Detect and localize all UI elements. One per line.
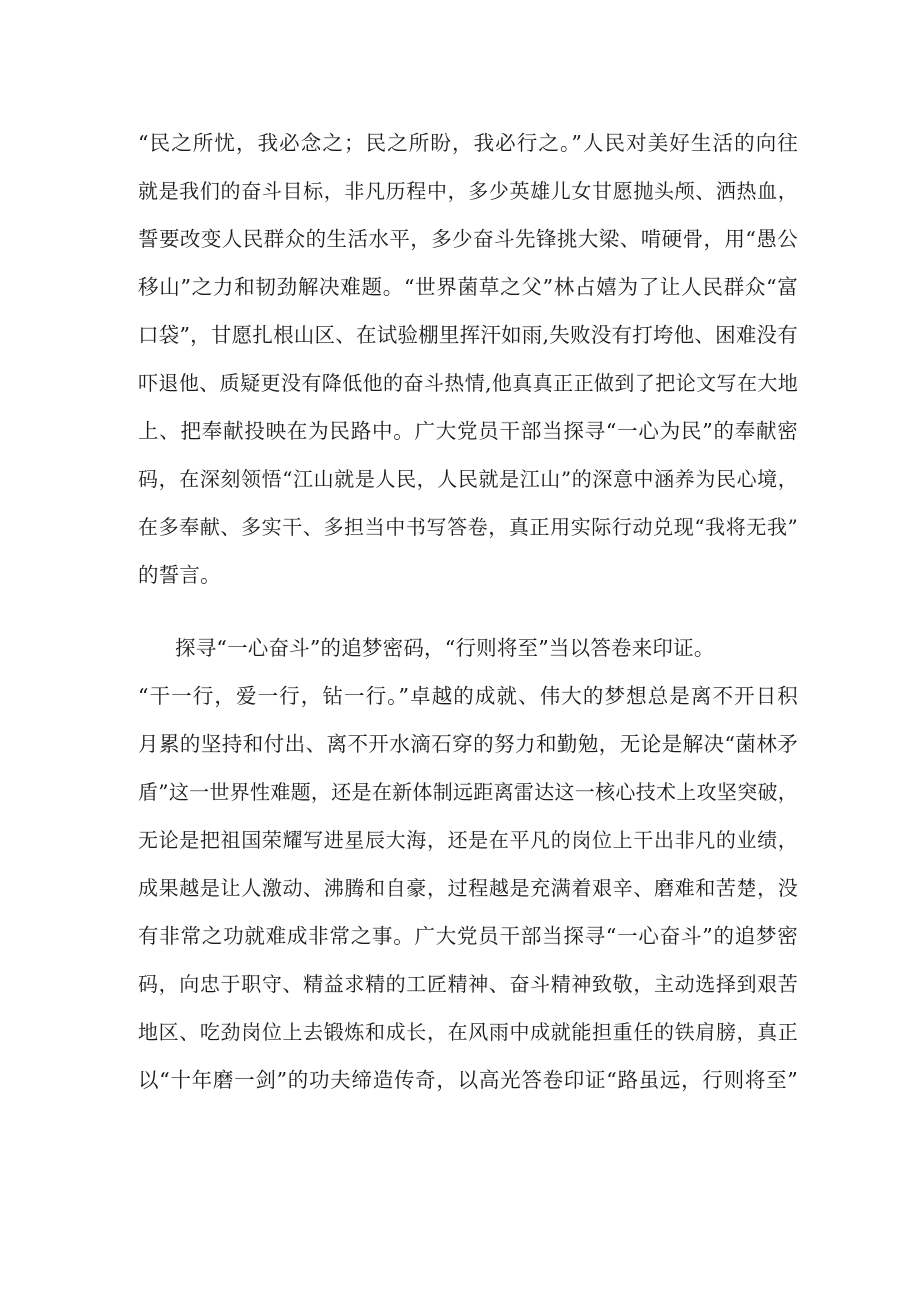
paragraph-2-line-2: “干一行，爱一行，钻一行。”卓越的成就、伟大的梦想总是离不开日积 bbox=[138, 684, 798, 708]
paragraph-1-line-8: 码，在深刻领悟“江山就是人民，人民就是江山”的深意中涵养为民心境， bbox=[138, 467, 798, 491]
paragraph-2-line-3: 月累的坚持和付出、离不开水滴石穿的努力和勤勉，无论是解决“菌林矛 bbox=[138, 732, 798, 756]
paragraph-2-line-6: 成果越是让人激动、沸腾和自豪，过程越是充满着艰辛、磨难和苦楚，没 bbox=[138, 876, 798, 900]
paragraph-1-line-2: 就是我们的奋斗目标，非凡历程中，多少英雄儿女甘愿抛头颅、洒热血， bbox=[138, 179, 798, 203]
paragraph-1-line-6: 吓退他、质疑更没有降低他的奋斗热情,他真真正正做到了把论文写在大地 bbox=[138, 371, 798, 395]
paragraph-1-line-1: “民之所忧，我必念之；民之所盼，我必行之。”人民对美好生活的向往 bbox=[138, 131, 798, 155]
paragraph-2-line-1: 探寻“一心奋斗”的追梦密码，“行则将至”当以答卷来印证。 bbox=[175, 636, 715, 660]
paragraph-1-line-4: 移山”之力和韧劲解决难题。“世界菌草之父”林占嬉为了让人民群众“富 bbox=[138, 275, 798, 299]
paragraph-2-line-8: 码，向忠于职守、精益求精的工匠精神、奋斗精神致敬，主动选择到艰苦 bbox=[138, 972, 798, 996]
paragraph-2-line-4: 盾”这一世界性难题，还是在新体制远距离雷达这一核心技术上攻坚突破， bbox=[138, 780, 798, 804]
paragraph-2-line-9: 地区、吃劲岗位上去锻炼和成长，在风雨中成就能担重任的铁肩膀，真正 bbox=[138, 1020, 798, 1044]
paragraph-2-line-10: 以“十年磨一剑”的功夫缔造传奇，以高光答卷印证“路虽远，行则将至” bbox=[138, 1068, 798, 1092]
paragraph-1-line-3: 誓要改变人民群众的生活水平，多少奋斗先锋挑大梁、啃硬骨，用“愚公 bbox=[138, 227, 798, 251]
paragraph-1-line-9: 在多奉献、多实干、多担当中书写答卷，真正用实际行动兑现“我将无我” bbox=[138, 515, 798, 539]
paragraph-1-line-5: 口袋”，甘愿扎根山区、在试验棚里挥汗如雨,失败没有打垮他、困难没有 bbox=[138, 323, 798, 347]
paragraph-2-line-7: 有非常之功就难成非常之事。广大党员干部当探寻“一心奋斗”的追梦密 bbox=[138, 924, 798, 948]
paragraph-2-line-5: 无论是把祖国荣耀写进星辰大海，还是在平凡的岗位上干出非凡的业绩， bbox=[138, 828, 798, 852]
paragraph-1-line-10: 的誓言。 bbox=[138, 563, 221, 587]
paragraph-1-line-7: 上、把奉献投映在为民路中。广大党员干部当探寻“一心为民”的奉献密 bbox=[138, 419, 798, 443]
